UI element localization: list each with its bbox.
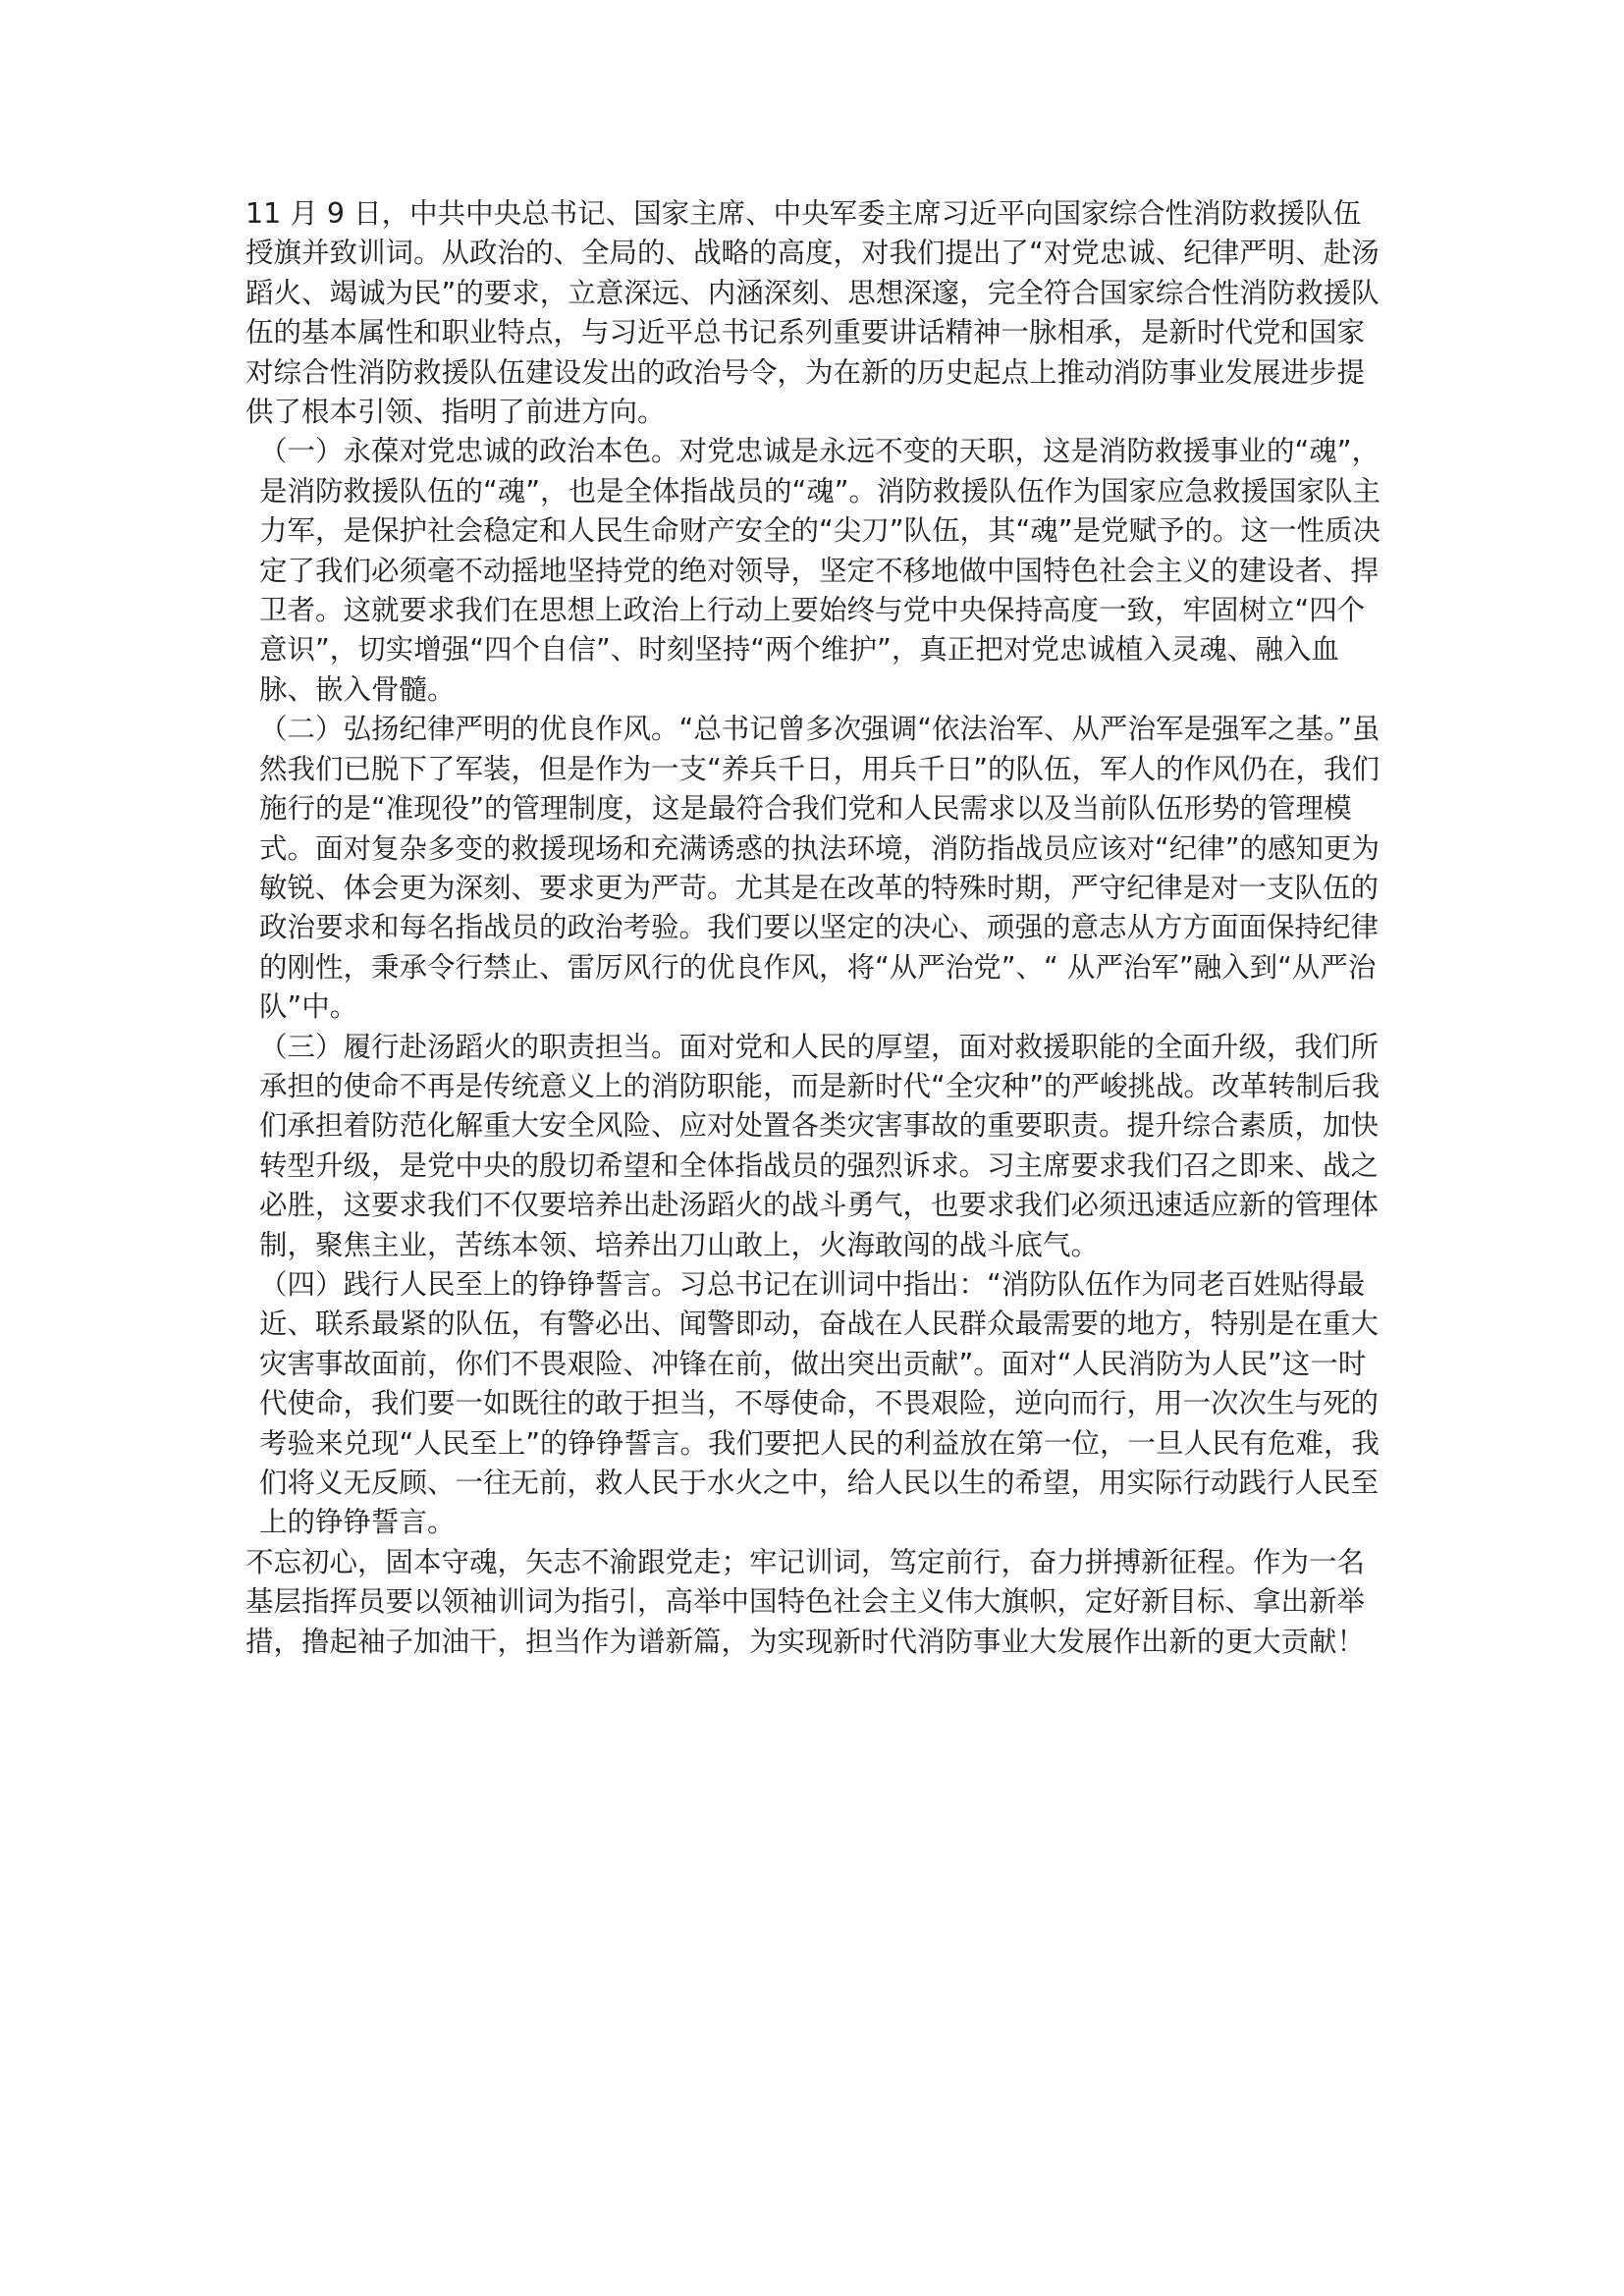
section-duty-paragraph: （三）履行赴汤蹈火的职责担当。面对党和人民的厚望，面对救援职能的全面升级，我们所承担的使命不再是传统意义上的消防职能，而是新时代“全灾种”的严峻挑战。改革转制后我们承担着防范化解重大安全风险、应对处置各类灾害事故的重要职责。提升综合素质，加快转型升级，是党中央的殷切希望和全体指战员的强烈诉求。习主席要求我们召之即来、战之必胜，这要求我们不仅要培养出赴汤蹈火的战斗勇气，也要求我们必须迅速适应新的管理体制，聚焦主业，苦练本领、培养出刀山敢上，火海敢闯的战斗底气。 — [259, 1030, 1380, 1261]
section-people-paragraph: （四）践行人民至上的铮铮誓言。习总书记在训词中指出：“消防队伍作为同老百姓贴得最近、联系最紧的队伍，有警必出、闻警即动，奋战在人民群众最需要的地方，特别是在重大灾害事故面前，你们不畏艰险、冲锋在前，做出突出贡献”。面对“人民消防为人民”这一时代使命，我们要一如既往的敢于担当，不辱使命，不畏艰险，逆向而行，用一次次生与死的考验来兑现“人民至上”的铮铮誓言。我们要把人民的利益放在第一位，一旦人民有危难，我们将义无反顾、一往无前，救人民于水火之中，给人民以生的希望，用实际行动践行人民至上的铮铮誓言。 — [259, 1267, 1380, 1539]
intro-paragraph: 11 月 9 日，中共中央总书记、国家主席、中央军委主席习近平向国家综合性消防救援队伍授旗并致训词。从政治的、全局的、战略的高度，对我们提出了“对党忠诚、纪律严明、赴汤蹈火、竭诚为民”的要求，立意深远、内涵深刻、思想深邃，完全符合国家综合性消防救援队伍的基本属性和职业特点，与习近平总书记系列重要讲话精神一脉相承，是新时代党和国家对综合性消防救援队伍建设发出的政治号令，为在新的历史起点上推动消防事业发展进步提供了根本引领、指明了前进方向。 — [245, 197, 1380, 429]
section-loyalty-paragraph: （一）永葆对党忠诚的政治本色。对党忠诚是永远不变的天职，这是消防救援事业的“魂”，是消防救援队伍的“魂”，也是全体指战员的“魂”。消防救援队伍作为国家应急救援国家队主力军，是保护社会稳定和人民生命财产安全的“尖刀”队伍，其“魂”是党赋予的。这一性质决定了我们必须毫不动摇地坚持党的绝对领导，坚定不移地做中国特色社会主义的建设者、捍卫者。这就要求我们在思想上政治上行动上要始终与党中央保持高度一致，牢固树立“四个意识”，切实增强“四个自信”、时刻坚持“两个维护”，真正把对党忠诚植入灵魂、融入血脉、嵌入骨髓。 — [259, 435, 1381, 706]
document-body — [245, 194, 1386, 1662]
closing-paragraph: 不忘初心，固本守魂，矢志不渝跟党走；牢记训词，笃定前行，奋力拼搏新征程。作为一名基层指挥员要以领袖训词为指引，高举中国特色社会主义伟大旗帜，定好新目标、拿出新举措，撸起袖子加油干，担当作为谱新篇，为实现新时代消防事业大发展作出新的更大贡献！ — [245, 1545, 1366, 1658]
section-discipline-paragraph: （二）弘扬纪律严明的优良作风。“总书记曾多次强调“依法治军、从严治军是强军之基。”虽然我们已脱下了军装，但是作为一支“养兵千日，用兵千日”的队伍，军人的作风仍在，我们施行的是“准现役”的管理制度，这是最符合我们党和人民需求以及当前队伍形势的管理模式。面对复杂多变的救援现场和充满诱惑的执法环境，消防指战员应该对“纪律”的感知更为敏锐、体会更为深刻、要求更为严苛。尤其是在改革的特殊时期，严守纪律是对一支队伍的政治要求和每名指战员的政治考验。我们要以坚定的决心、顽强的意志从方方面面保持纪律的刚性，秉承令行禁止、雷厉风行的优良作风，将“从严治党”、“ 从严治军”融入到“从严治队”中。 — [259, 713, 1380, 1024]
